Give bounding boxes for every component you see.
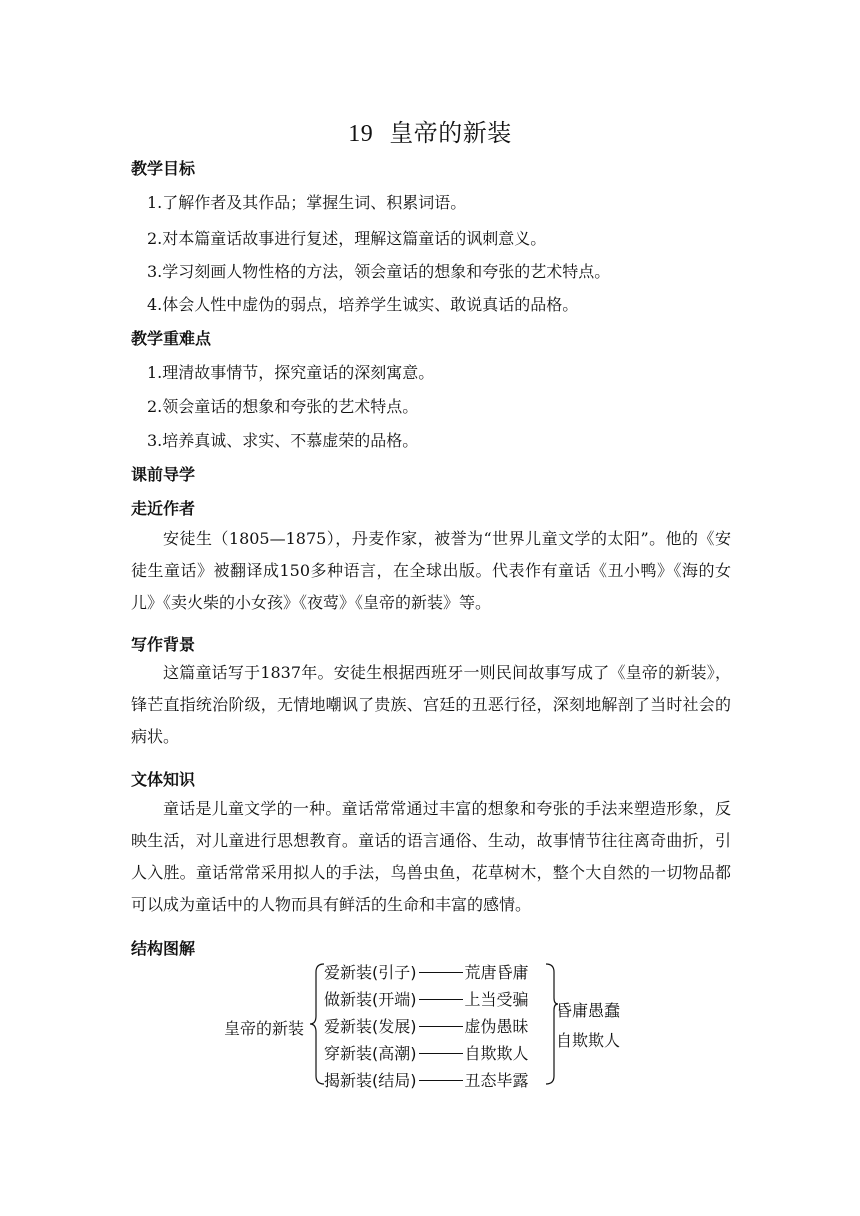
author-paragraph: 安徒生（1805—1875），丹麦作家，被誉为“世界儿童文学的太阳”。他的《安徒生童话》被翻译成150多种语言，在全球出版。代表作有童话《丑小鸭》《海的女儿》《卖火柴的小女孩》《夜莺》《皇帝的新装》等。	[131, 529, 731, 612]
background-paragraph: 这篇童话写于1837年。安徒生根据西班牙一则民间故事写成了《皇帝的新装》，锋芒直指统治阶级，无情地嘲讽了贵族、宫廷的丑恶行径，深刻地解剖了当时社会的病状。	[131, 663, 731, 746]
heading-key-points: 教学重难点	[131, 329, 212, 348]
diagram-row	[324, 1068, 529, 1091]
right-brace	[546, 964, 558, 1084]
dash-line	[419, 1053, 463, 1054]
lesson-number: 19	[348, 121, 374, 147]
diagram-row	[324, 960, 529, 983]
heading-background: 写作背景	[131, 635, 196, 654]
heading-genre: 文体知识	[131, 770, 196, 789]
stage-desc: 丑态毕露	[464, 1071, 529, 1090]
stage-desc: 荒唐昏庸	[464, 963, 529, 982]
stage-label: 做新装(开端)	[324, 990, 417, 1009]
diagram-root: 皇帝的新装	[224, 1019, 305, 1038]
diagram-row	[324, 1041, 529, 1064]
goal-item: 2.对本篇童话故事进行复述，理解这篇童话的讽刺意义。	[147, 229, 547, 248]
structure-diagram	[220, 958, 640, 1090]
heading-preview: 课前导学	[131, 465, 196, 484]
stage-desc: 上当受骗	[464, 990, 529, 1009]
heading-goals: 教学目标	[131, 159, 196, 178]
stage-label: 穿新装(高潮)	[324, 1044, 417, 1063]
stage-label: 揭新装(结局)	[324, 1071, 417, 1090]
dash-line	[419, 1080, 463, 1081]
genre-paragraph: 童话是儿童文学的一种。童话常常通过丰富的想象和夸张的手法来塑造形象，反映生活，对儿童进行思想教育。童话的语言通俗、生动，故事情节往往离奇曲折，引人入胜。童话常常采用拟人的手法，鸟兽虫鱼，花草树木，整个大自然的一切物品都可以成为童话中的人物而具有鲜活的生命和丰富的感情。	[131, 799, 731, 914]
diagram-row	[324, 1014, 529, 1037]
dash-line	[419, 972, 463, 973]
goal-item: 4.体会人性中虚伪的弱点，培养学生诚实、敢说真话的品格。	[147, 295, 579, 314]
stage-desc: 虚伪愚昧	[464, 1017, 529, 1036]
diagram-row	[324, 987, 529, 1010]
heading-author: 走近作者	[131, 499, 196, 518]
diagram-result: 昏庸愚蠢	[556, 1001, 621, 1020]
stage-label: 爱新装(发展)	[324, 1017, 417, 1036]
left-brace	[310, 964, 324, 1084]
goal-item: 3.学习刻画人物性格的方法，领会童话的想象和夸张的艺术特点。	[147, 262, 611, 281]
goal-item: 1.了解作者及其作品；掌握生词、积累词语。	[147, 193, 467, 212]
dash-line	[419, 999, 463, 1000]
dash-line	[419, 1026, 463, 1027]
key-point-item: 3.培养真诚、求实、不慕虚荣的品格。	[147, 431, 419, 450]
stage-label: 爱新装(引子)	[324, 963, 417, 982]
heading-structure: 结构图解	[131, 939, 196, 958]
lesson-title: 皇帝的新装	[389, 119, 512, 147]
stage-desc: 自欺欺人	[464, 1044, 529, 1063]
key-point-item: 2.领会童话的想象和夸张的艺术特点。	[147, 397, 419, 416]
page-title	[0, 113, 860, 148]
key-point-item: 1.理清故事情节，探究童话的深刻寓意。	[147, 363, 435, 382]
diagram-result: 自欺欺人	[556, 1031, 621, 1050]
